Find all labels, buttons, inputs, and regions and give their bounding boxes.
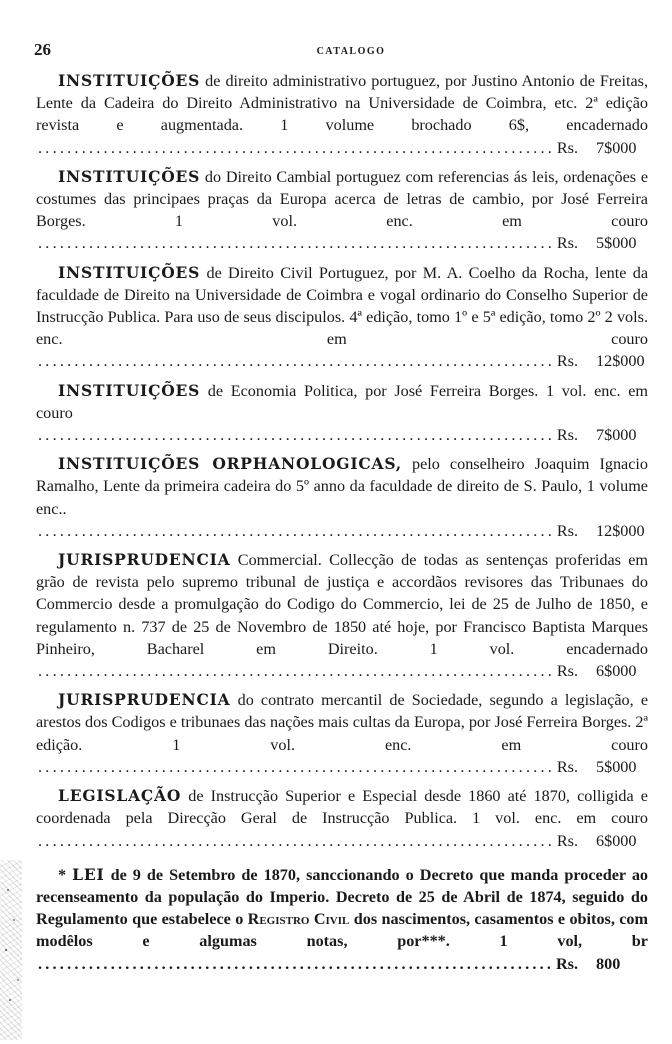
dot-leader xyxy=(38,660,551,682)
price-value: 7$000 xyxy=(596,138,637,157)
catalog-entry xyxy=(36,689,648,778)
entry-description: do contrato mercantil de Sociedade, segundo a legislação, e arestos dos Codigos e tribunaes das nações mais cultas da Europa, por José Ferreira Borges. 2ª edição. 1 vol. enc. em couro xyxy=(36,691,649,754)
entry-description-cont: dos nascimentos, casamentos e obitos, com modêlos e algumas notas, por***. 1 vol, br xyxy=(36,910,649,951)
price-value: 12$000 xyxy=(596,521,645,540)
price-value: 5$000 xyxy=(596,234,637,253)
catalog-entry xyxy=(36,549,648,682)
dot-leader xyxy=(38,756,551,778)
price-label: Rs. xyxy=(555,954,578,973)
price-label: Rs. xyxy=(556,757,578,776)
price-label: Rs. xyxy=(556,426,578,445)
price-label: Rs. xyxy=(556,831,578,850)
price-value: 7$000 xyxy=(596,426,637,445)
entry-keyword: INSTITUIÇÕES xyxy=(58,166,201,186)
price-label: Rs. xyxy=(556,138,578,157)
running-title: CATALOGO xyxy=(316,46,386,57)
entry-description: Commercial. Collecção de todas as sentenças proferidas em grão de revista pelo supremo tribunal de justiça e accordãos revisores das Tribunaes do Commercio desde a promulgação do Codigo do Commercio, lei de 25 de Julho de 1850, e regulamento n. 737 de 25 de Novembro de 1850 até hoje, por Francisco Baptista Marques Pinheiro, Bacharel em Direito. 1 vol. encadernado xyxy=(36,551,649,658)
entry-keyword: JURISPRUDENCIA xyxy=(58,550,231,570)
price-line xyxy=(36,232,648,254)
catalog-entry xyxy=(36,453,648,542)
price-label: Rs. xyxy=(556,234,578,253)
dot-leader xyxy=(38,424,551,446)
page-number: 26 xyxy=(34,40,51,59)
page-header xyxy=(34,40,638,64)
dot-leader xyxy=(38,350,551,372)
catalog-entry xyxy=(36,864,648,975)
catalog-entries xyxy=(36,70,648,982)
dot-leader xyxy=(38,232,551,254)
price-line xyxy=(36,660,648,682)
price-label: Rs. xyxy=(556,521,578,540)
price-line xyxy=(36,137,648,159)
price-value: 800 xyxy=(596,954,621,973)
price-label: Rs. xyxy=(556,352,578,371)
entry-keyword: LEGISLAÇÃO xyxy=(58,786,182,806)
dot-leader xyxy=(38,830,551,852)
price-value: 5$000 xyxy=(596,757,637,776)
dot-leader xyxy=(38,137,551,159)
entry-keyword: JURISPRUDENCIA xyxy=(58,690,231,710)
entry-description: de Instrucção Superior e Especial desde 1860 até 1870, colligida e coordenada pela Direcção Geral de Instrucção Publica. 1 vol. enc. em couro xyxy=(36,787,648,828)
price-line xyxy=(36,350,648,372)
entry-description: de 9 de Setembro de 1870, sanccionando o Decreto que manda proceder ao recenseamento da população do Imperio. Decreto de 25 de Abril de 1874, seguido do Regulamento que estabelece o xyxy=(36,865,649,929)
scan-edge-noise xyxy=(0,860,22,1040)
catalog-entry xyxy=(36,785,648,852)
price-line xyxy=(36,424,648,446)
entry-keyword: INSTITUIÇÕES xyxy=(58,380,201,400)
entry-keyword: LEI xyxy=(72,864,105,884)
price-label: Rs. xyxy=(556,662,578,681)
entry-description: de Economia Politica, por José Ferreira Borges. 1 vol. enc. em couro xyxy=(36,381,648,422)
entry-keyword: INSTITUIÇÕES ORPHANOLOGICAS, xyxy=(58,454,402,474)
footnote-marker: * xyxy=(58,865,73,884)
price-line xyxy=(36,756,648,778)
dot-leader xyxy=(38,520,551,542)
catalog-entry xyxy=(36,166,648,255)
price-line xyxy=(36,953,648,975)
entry-keyword: INSTITUIÇÕES xyxy=(58,71,201,90)
catalog-entry xyxy=(36,262,648,373)
entry-description: pelo conselheiro Joaquim Ignacio Ramalho, Lente da primeira cadeira do 5º anno da faculdade de direito de S. Paulo, 1 volume enc.. xyxy=(36,455,648,518)
dot-leader xyxy=(38,953,550,975)
entry-keyword: INSTITUIÇÕES xyxy=(58,262,201,282)
catalog-entry xyxy=(36,380,648,447)
price-value: 6$000 xyxy=(596,831,637,850)
entry-description: de direito administrativo portuguez, por Justino Antonio de Freitas, Lente da Cadeira do Direito Administrativo na Universidade de Coimbra, etc. 2ª edição revista e augmentada. 1 volume brochado 6$, encadernado xyxy=(36,72,649,135)
price-line xyxy=(36,520,648,542)
entry-description: do Direito Cambial portuguez com referencias ás leis, ordenações e costumes das principaes praças da Europa acerca de letras de cambio, por José Ferreira Borges. 1 vol. enc. em couro xyxy=(36,167,649,231)
catalog-entry xyxy=(36,70,648,159)
entry-smallcaps-term: Registro Civil xyxy=(247,910,350,929)
price-line xyxy=(36,830,648,852)
price-value: 6$000 xyxy=(596,662,637,681)
entry-description: de Direito Civil Portuguez, por M. A. Coelho da Rocha, lente da faculdade de Direito na Universidade de Coimbra e vogal ordinario do Conselho Superior de Instrucção Publica. Para uso de seus discipulos. 4ª edição, tomo 1º e 5ª edição, tomo 2º 2 vols. enc. em couro xyxy=(36,263,649,349)
price-value: 12$000 xyxy=(596,352,645,371)
